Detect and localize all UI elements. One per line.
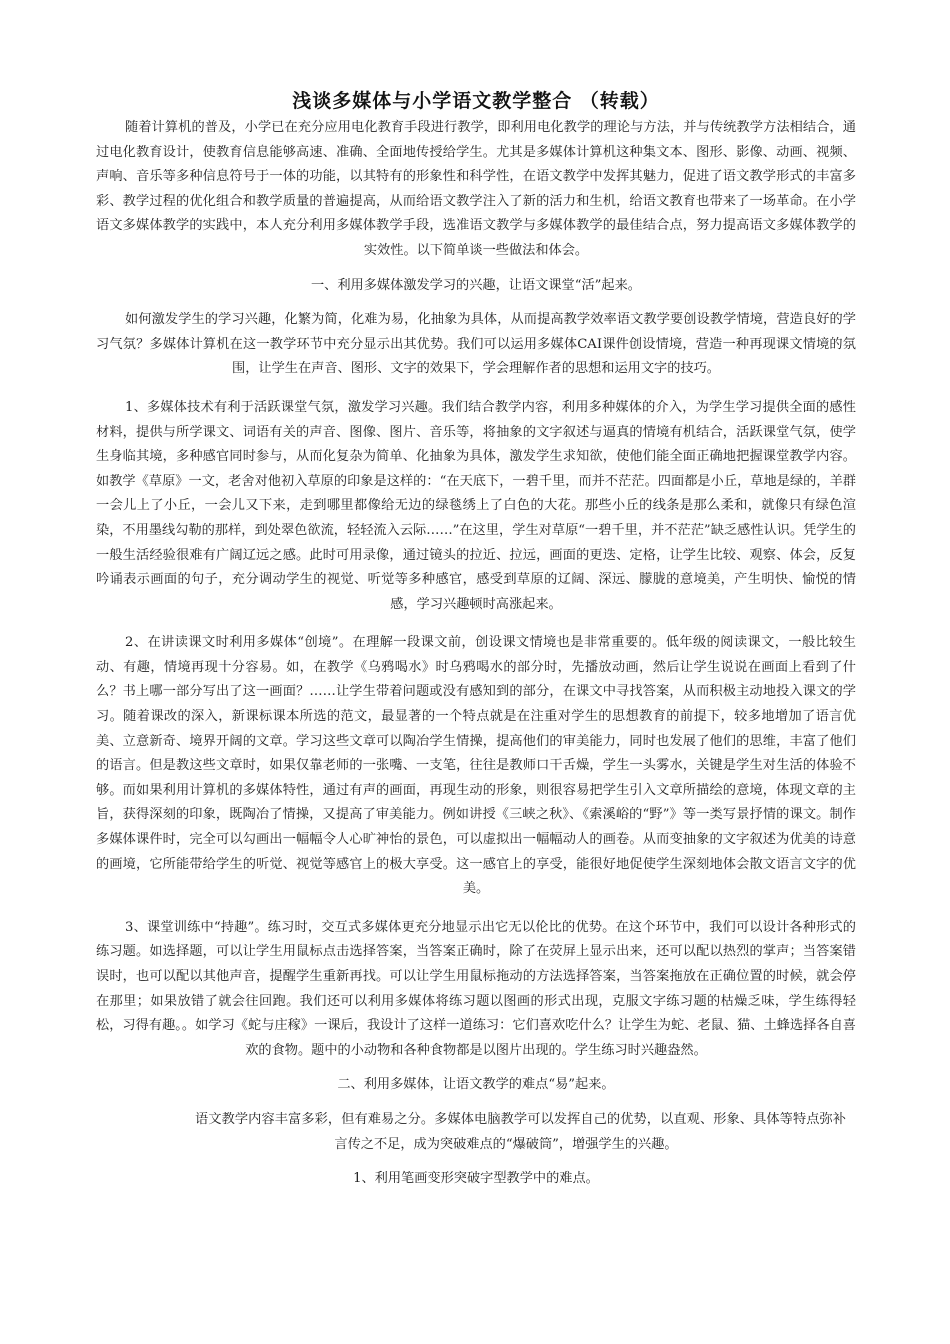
section1-point1-paragraph: 1、多媒体技术有利于活跃课堂气氛，激发学习兴趣。我们结合教学内容，利用多种媒体的介入，为学生学习提供全面的感性材料，提供与所学课文、词语有关的声音、图像、图片、音乐等，将抽象的文字叙述与逼真的情境有机结合，活跃课堂气氛，使学生身临其境，多种感官同时参与，从而化复杂为简单、化抽象为具体，激发学生求知欲，使他们能全面正确地把握课堂教学内容。如教学《草原》一文，老舍对他初入草原的印象是这样的：“在天底下，一碧千里，而并不茫茫。四面都是小丘，草地是绿的，羊群一会儿上了小丘，一会儿又下来，走到哪里都像给无边的绿毯绣上了白色的大花。那些小丘的线条是那么柔和，就像只有绿色渲染，不用墨线勾勒的那样，到处翠色欲流，轻轻流入云际……”在这里，学生对草原“一碧千里，并不茫茫”缺乏感性认识。凭学生的一般生活经验很难有广阔辽远之感。此时可用录像，通过镜头的拉近、拉远，画面的更迭、定格，让学生比较、观察、体会，反复吟诵表示画面的句子，充分调动学生的视觉、听觉等多种感官，感受到草原的辽阔、深远、朦胧的意境美，产生明快、愉悦的情感，学习兴趣顿时高涨起来。: [96, 399, 856, 612]
section2-subheading-1: 1、利用笔画变形突破字型教学中的难点。: [353, 1171, 599, 1187]
section2-heading: 二、利用多媒体，让语文教学的难点“易”起来。: [337, 1077, 615, 1093]
section2-lead-paragraph: 语文教学内容丰富多彩，但有难易之分。多媒体电脑教学可以发挥自己的优势，以直观、形象、具体等特点弥补言传之不足，成为突破难点的“爆破筒”，增强学生的兴趣。: [195, 1111, 846, 1152]
section1-point3-paragraph: 3、课堂训练中“持趣”。练习时，交互式多媒体更充分地显示出它无以伦比的优势。在这个环节中，我们可以设计各种形式的练习题。如选择题，可以让学生用鼠标点击选择答案，当答案正确时，除了在荧屏上显示出来，还可以配以热烈的掌声；当答案错误时，也可以配以其他声音，提醒学生重新再找。可以让学生用鼠标拖动的方法选择答案，当答案拖放在正确位置的时候，就会停在那里；如果放错了就会往回跑。我们还可以利用多媒体将练习题以图画的形式出现，克服文字练习题的枯燥乏味，学生练得轻松，习得有趣。。如学习《蛇与庄稼》一课后，我设计了这样一道练习：它们喜欢吃什么？让学生为蛇、老鼠、猫、土蜂选择各自喜欢的食物。题中的小动物和各种食物都是以图片出现的。学生练习时兴趣盎然。: [96, 919, 856, 1058]
section1-lead-paragraph: 如何激发学生的学习兴趣，化繁为简，化难为易，化抽象为具体，从而提高教学效率语文教学要创设教学情境，营造良好的学习气氛？多媒体计算机在这一教学环节中充分显示出其优势。我们可以运用多媒体CAI课件创设情境，营造一种再现课文情境的氛围，让学生在声音、图形、文字的效果下，学会理解作者的思想和运用文字的技巧。: [96, 312, 856, 377]
section1-heading: 一、利用多媒体激发学习的兴趣，让语文课堂“活”起来。: [311, 277, 641, 293]
intro-paragraph: 随着计算机的普及，小学已在充分应用电化教育手段进行教学，即利用电化教学的理论与方法，并与传统教学方法相结合，通过电化教育设计，使教育信息能够高速、准确、全面地传授给学生。尤其是多媒体计算机这种集文本、图形、影像、动画、视频、声响、音乐等多种信息符号于一体的功能，以其特有的形象性和科学性，在语文教学中发挥其魅力，促进了语文教学形式的丰富多彩、教学过程的优化组合和教学质量的普遍提高，从而给语文教学注入了新的活力和生机，给语文教育也带来了一场革命。在小学语文多媒体教学的实践中，本人充分利用多媒体教学手段，选准语文教学与多媒体教学的最佳结合点，努力提高语文多媒体教学的实效性。以下简单谈一些做法和体会。: [96, 120, 856, 258]
document-page: [96, 88, 856, 1192]
section1-point2-paragraph: 2、在讲读课文时利用多媒体“创境”。在理解一段课文前，创设课文情境也是非常重要的。低年级的阅读课文，一般比较生动、有趣，情境再现十分容易。如，在教学《乌鸦喝水》时乌鸦喝水的部分时，先播放动画，然后让学生说说在画面上看到了什么？书上哪一部分写出了这一画面？……让学生带着问题或没有感知到的部分，在课文中寻找答案，从而积极主动地投入课文的学习。随着课改的深入，新课标课本所选的范文，最显著的一个特点就是在注重对学生的思想教育的前提下，较多地增加了语言优美、立意新奇、境界开阔的文章。学习这些文章可以陶冶学生情操，提高他们的审美能力，同时也发展了他们的思维，丰富了他们的语言。但是教这些文章时，如果仅靠老师的一张嘴、一支笔，往往是教师口干舌燥，学生一头雾水，关键是学生对生活的体验不够。而如果利用计算机的多媒体特性，通过有声的画面，再现生动的形象，则很容易把学生引入文章所描绘的意境，体现文章的主旨，获得深刻的印象，既陶冶了情操，又提高了审美能力。例如讲授《三峡之秋》、《索溪峪的“野”》等一类写景抒情的课文。制作多媒体课件时，完全可以勾画出一幅幅令人心旷神怡的景色，可以虚拟出一幅幅动人的画卷。从而变抽象的文字叙述为优美的诗意的画境，它所能带给学生的听觉、视觉等感官上的极大享受。这一感官上的享受，能很好地促使学生深刻地体会散文语言文字的优美。: [96, 635, 856, 897]
page-title: 浅谈多媒体与小学语文教学整合 （转载）: [292, 90, 660, 112]
